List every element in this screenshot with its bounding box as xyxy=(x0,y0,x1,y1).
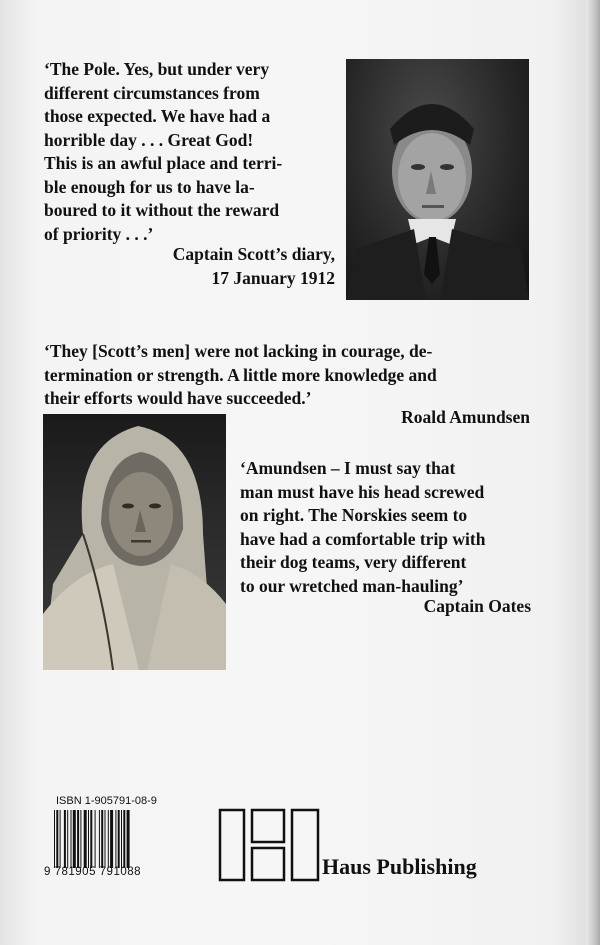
scott-attribution: Captain Scott’s diary, 17 January 1912 xyxy=(172,244,335,288)
barcode xyxy=(54,810,158,868)
book-spine-edge xyxy=(586,0,600,945)
amundsen-portrait-illustration xyxy=(43,414,226,670)
amundsen-portrait-photo xyxy=(43,414,226,670)
oates-attribution: Captain Oates xyxy=(423,596,531,616)
scott-portrait-photo xyxy=(346,59,529,300)
publisher-name: Haus Publishing xyxy=(322,854,477,879)
oates-quote: ‘Amundsen – I must say that man must have his head screwed on right. The Norskies seem to have had a comfortable trip with their dog teams, very different to our wretched man-hauling’ xyxy=(240,458,486,596)
scott-portrait-illustration xyxy=(346,59,529,300)
haus-logo-icon xyxy=(218,808,320,882)
barcode-digits: 9 781905 791088 xyxy=(44,866,142,878)
amundsen-quote: ‘They [Scott’s men] were not lacking in courage, de- termination or strength. A little more knowledge and their efforts would have succeeded.’ xyxy=(44,341,437,408)
barcode-bars xyxy=(54,810,158,868)
isbn-label: ISBN 1-905791-08-9 xyxy=(56,795,157,807)
scott-quote: ‘The Pole. Yes, but under very different circumstances from those expected. We have had a horrible day . . . Great God! This is an awful place and terri- ble enough for us to have la- boured to it without the reward of priority . . .’ xyxy=(44,59,283,244)
amundsen-attribution: Roald Amundsen xyxy=(401,407,530,427)
publisher-logo xyxy=(218,808,320,882)
